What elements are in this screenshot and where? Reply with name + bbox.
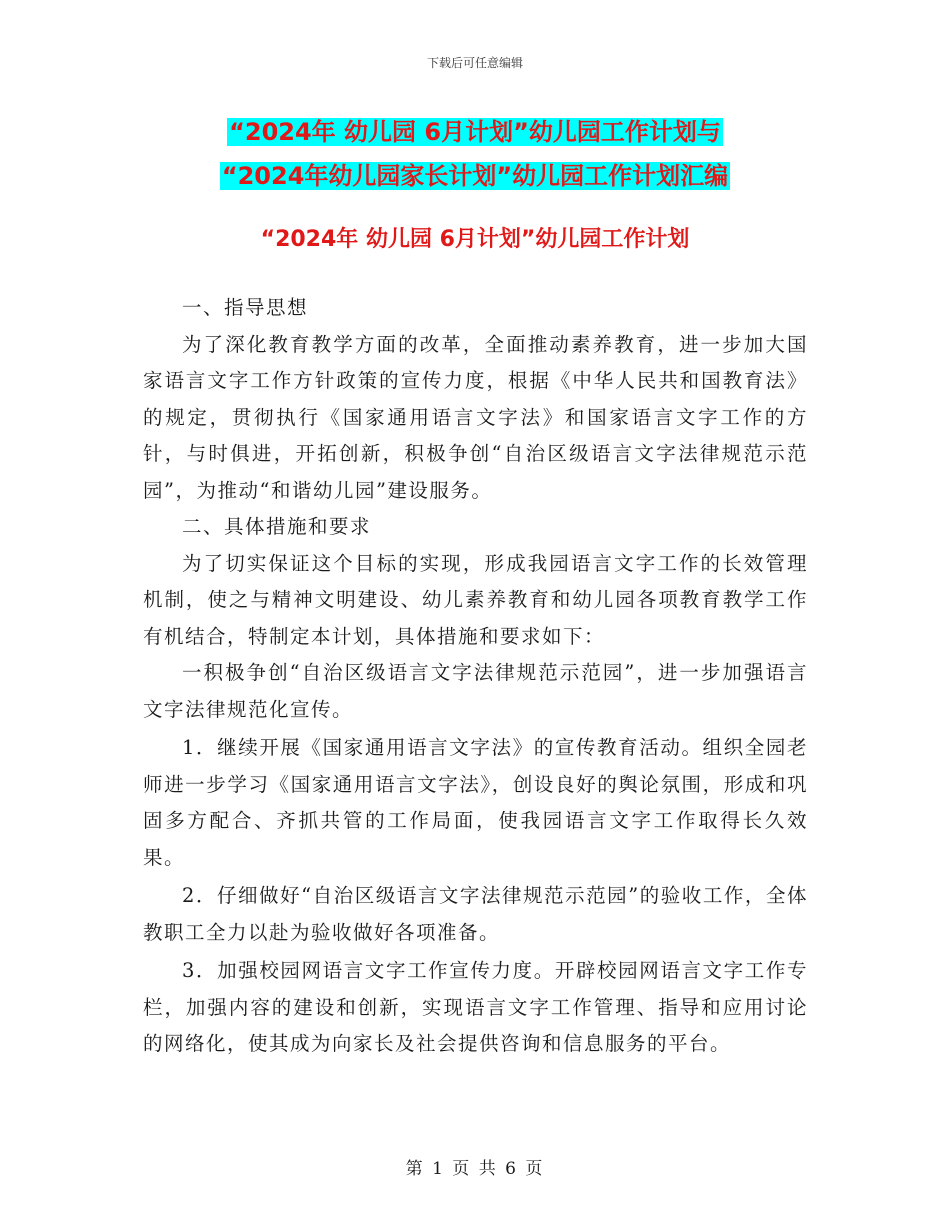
paragraph: 1．继续开展《国家通用语言文字法》的宣传教育活动。组织全园老师进一步学习《国家通用语言文字法》，创设良好的舆论氛围，形成和巩固多方配合、齐抓共管的工作局面，使我园语言文字工作取得长久效果。	[143, 736, 808, 869]
main-title-line-2-text: “2024年幼儿园家长计划”幼儿园工作计划汇编	[221, 162, 729, 190]
main-title-line-1-text: “2024年 幼儿园 6月计划”幼儿园工作计划与	[229, 118, 721, 146]
heading-measures: 二、具体措施和要求	[182, 515, 372, 538]
paragraph: 2．仔细做好“自治区级语言文字法律规范示范园”的验收工作，全体教职工全力以赴为验收做好各项准备。	[143, 884, 808, 944]
paragraph: 3．加强校园网语言文字工作宣传力度。开辟校园网语言文字工作专栏，加强内容的建设和创新，实现语言文字工作管理、指导和应用讨论的网络化，使其成为向家长及社会提供咨询和信息服务的平台。	[143, 959, 808, 1055]
header-note: 下载后可任意编辑	[426, 56, 523, 70]
heading-guiding-ideology: 一、指导思想	[182, 296, 309, 319]
page-footer: 第 1 页 共 6 页	[405, 1159, 545, 1179]
document-body	[143, 290, 808, 1063]
main-title-line-1	[0, 112, 950, 152]
main-title-line-2	[0, 156, 950, 196]
section-title: “2024年 幼儿园 6月计划”幼儿园工作计划	[260, 227, 690, 252]
paragraph: 一积极争创“自治区级语言文字法律规范示范园”，进一步加强语言文字法律规范化宣传。	[143, 661, 808, 721]
paragraph: 为了切实保证这个目标的实现，形成我园语言文字工作的长效管理机制，使之与精神文明建设、幼儿素养教育和幼儿园各项教育教学工作有机结合，特制定本计划，具体措施和要求如下：	[143, 551, 808, 648]
paragraph: 为了深化教育教学方面的改革，全面推动素养教育，进一步加大国家语言文字工作方针政策的宣传力度，根据《中华人民共和国教育法》的规定，贯彻执行《国家通用语言文字法》和国家语言文字工作的方针，与时俱进，开拓创新，积极争创“自治区级语言文字法律规范示范园”，为推动“和谐幼儿园”建设服务。	[143, 332, 808, 502]
